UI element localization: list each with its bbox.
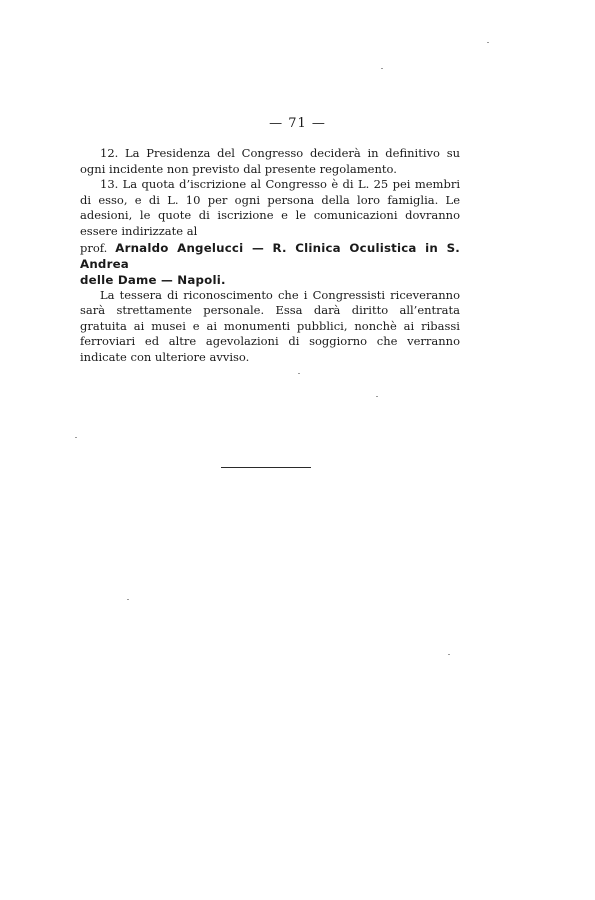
paragraph-13-address [80, 240, 460, 288]
address-name-line: Arnaldo Angelucci — R. Clinica Oculistica in S. Andrea [80, 240, 460, 271]
scan-speck [487, 42, 489, 43]
paragraph-12: 12. La Presidenza del Congresso deciderà in definitivo su ogni incidente non previsto dal presente regolamento. [80, 146, 460, 176]
scan-speck [298, 373, 300, 374]
page-number: — 71 — [269, 116, 326, 131]
address-city-line: delle Dame — Napoli. [80, 272, 226, 287]
body-text [80, 146, 460, 366]
address-prefix: prof. [80, 240, 108, 255]
paragraph-13: 13. La quota d’iscrizione al Congresso è di L. 25 pei membri di esso, e di L. 10 per ogni persona della loro famiglia. Le adesioni, le quote di iscrizione e le comunicazioni dovranno essere indirizzate al [80, 177, 460, 238]
scan-speck [75, 437, 77, 438]
section-divider [221, 467, 311, 468]
paragraph-tessera: La tessera di riconoscimento che i Congressisti riceveranno sarà strettamente personale. Essa darà diritto all’entrata gratuita ai musei e ai monumenti pubblici, nonchè ai ribassi ferroviari ed altre agevolazioni di soggiorno che verranno indicate con ulteriore avviso. [80, 287, 460, 364]
scan-speck [381, 68, 383, 69]
scan-speck [448, 654, 450, 655]
scan-speck [376, 396, 378, 397]
scan-speck [127, 599, 129, 600]
